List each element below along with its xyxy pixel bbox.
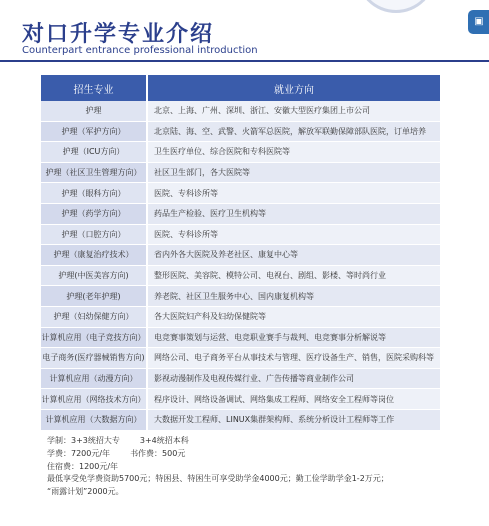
major-cell: 计算机应用（网络技术方向）: [41, 389, 148, 410]
table-row: [41, 410, 440, 431]
table-row: [41, 101, 440, 122]
major-cell: 护理（眼科方向）: [41, 183, 148, 204]
header-direction: 就业方向: [148, 75, 440, 101]
aid-line-1: 最低享受免学费资助5700元；特困县、特困生可享受助学金4000元；勤工俭学助学金1-2万元；: [47, 474, 389, 484]
majors-table: [41, 75, 440, 431]
direction-cell: 卫生医疗单位、综合医院和专科医院等: [148, 142, 440, 163]
major-cell: 护理（口腔方向）: [41, 225, 148, 246]
direction-cell: 大数据开发工程师、LINUX集群架构师、系统分析设计工程师等工作: [148, 410, 440, 431]
lodging-fee: 住宿费：1200元/年: [47, 461, 119, 471]
direction-cell: 影视动漫制作及电视传媒行业、广告传播等商业制作公司: [148, 369, 440, 390]
side-tab-icon[interactable]: ▣: [468, 10, 489, 34]
table-row: [41, 266, 440, 287]
table-row: [41, 286, 440, 307]
aid-line-2: “雨露计划”2000元。: [47, 487, 124, 497]
direction-cell: 电竞赛事策划与运营、电竞职业赛手与裁判、电竞赛事分析解说等: [148, 328, 440, 349]
direction-cell: 养老院、社区卫生服务中心、国内康复机构等: [148, 286, 440, 307]
tuition: 学费：7200元/年: [47, 448, 111, 458]
direction-cell: 程序设计、网络设备调试、网络集成工程师、网络安全工程师等岗位: [148, 389, 440, 410]
direction-cell: 药品生产检验、医疗卫生机构等: [148, 204, 440, 225]
major-cell: 护理(老年护理): [41, 286, 148, 307]
table-row: [41, 307, 440, 328]
table-row: [41, 183, 440, 204]
direction-cell: 北京陆、海、空、武警、火箭军总医院，解放军联勤保障部队医院，订单培养: [148, 122, 440, 143]
page-title: 对口升学专业介绍: [22, 22, 215, 47]
major-cell: 护理: [41, 101, 148, 122]
table-row: [41, 328, 440, 349]
direction-cell: 社区卫生部门，各大医院等: [148, 163, 440, 184]
title-divider: [0, 60, 489, 62]
major-cell: 电子商务(医疗器械销售方向): [41, 348, 148, 369]
direction-cell: 网络公司、电子商务平台从事技术与管理、医疗设备生产、销售，医院采购科等: [148, 348, 440, 369]
major-cell: 计算机应用（大数据方向）: [41, 410, 148, 431]
table-row: [41, 163, 440, 184]
book-fee: 书作费：500元: [130, 448, 186, 458]
table-row: [41, 389, 440, 410]
table-body: [41, 101, 440, 431]
major-cell: 护理（军护方向）: [41, 122, 148, 143]
direction-cell: 整形医院、美容院、模特公司、电视台、剧组、影楼、等时尚行业: [148, 266, 440, 287]
schooling-b: 3+4统招本科: [139, 436, 189, 445]
table-row: [41, 348, 440, 369]
major-cell: 计算机应用（动漫方向）: [41, 369, 148, 390]
table-row: [41, 142, 440, 163]
table-row: [41, 245, 440, 266]
table-header: [41, 75, 440, 101]
table-row: [41, 122, 440, 143]
fee-notes: [47, 435, 477, 499]
major-cell: 护理（康复治疗技术）: [41, 245, 148, 266]
major-cell: 护理（ICU方向）: [41, 142, 148, 163]
major-cell: 护理（妇幼保健方向）: [41, 307, 148, 328]
major-cell: 护理（社区卫生管理方向）: [41, 163, 148, 184]
page-subtitle: Counterpart entrance professional introduction: [22, 45, 258, 56]
major-cell: 护理(中医美容方向): [41, 266, 148, 287]
direction-cell: 医院、专科诊所等: [148, 183, 440, 204]
decorative-arc: [356, 0, 436, 13]
direction-cell: 北京、上海、广州、深圳、浙江、安徽大型医疗集团上市公司: [148, 101, 440, 122]
major-cell: 护理（药学方向）: [41, 204, 148, 225]
direction-cell: 省内外各大医院及养老社区、康复中心等: [148, 245, 440, 266]
direction-cell: 各大医院妇产科及妇幼保健院等: [148, 307, 440, 328]
table-row: [41, 225, 440, 246]
schooling-a: 学制：3+3统招大专: [47, 436, 120, 445]
table-row: [41, 369, 440, 390]
direction-cell: 医院、专科诊所等: [148, 225, 440, 246]
table-row: [41, 204, 440, 225]
major-cell: 计算机应用（电子竞技方向）: [41, 328, 148, 349]
header-major: 招生专业: [41, 75, 148, 101]
